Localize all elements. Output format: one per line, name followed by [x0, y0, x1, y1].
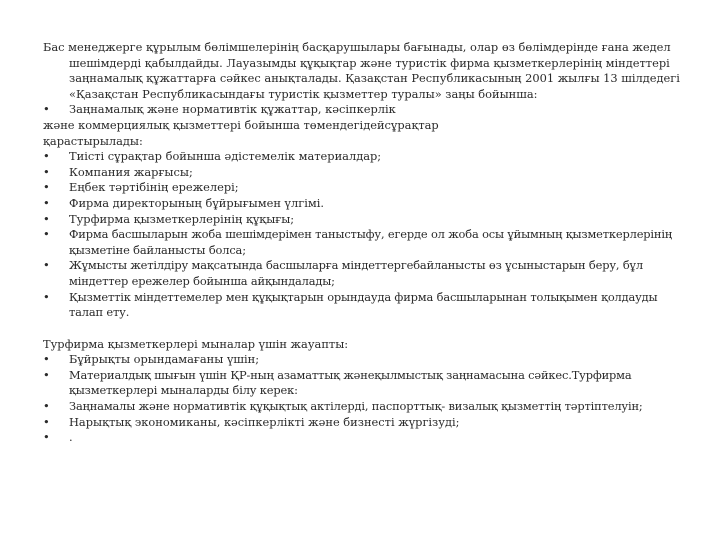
list-item [43, 165, 683, 181]
bullet-icon: • [43, 227, 50, 242]
bullet-icon: • [43, 149, 50, 164]
bullet-icon: • [43, 399, 50, 414]
list-item [43, 352, 683, 368]
document-page [43, 40, 683, 446]
spacer [43, 321, 683, 337]
bullet-icon: • [43, 195, 50, 210]
list-item [43, 227, 683, 258]
paragraph-line: және коммерциялық қызметтері бойынша төмендегідейсұрақтар [43, 117, 439, 132]
list-item-text: Фирма басшыларын жоба шешімдерімен таныстыфу, егерде ол жоба осы ұйымның қызметкерлерінің қызметіне байланысты болса; [69, 227, 673, 257]
list-item [43, 415, 683, 431]
list-item-text: Қызметтік міндеттемелер мен құқықтарын орындауда фирма басшыларынан толықымен қолдауды талап ету. [69, 289, 658, 320]
bullet-icon: • [43, 414, 50, 429]
list-item-text: Нарықтық экономиканы, кәсіпкерлікті және бизнесті жүргізуді; [69, 414, 460, 429]
bullet-icon: • [43, 289, 50, 304]
list-item [43, 290, 683, 321]
bullet-icon: • [43, 180, 50, 195]
list-item-text: Бұйрықты орындамағаны үшін; [69, 352, 260, 367]
list-item [43, 102, 683, 118]
list-item-text: Материалдық шығын үшін ҚР-ның азаматтық жәнеқылмыстық заңнамасына сәйкес.Турфирма қызметкерлері мыналарды білу керек: [69, 367, 632, 398]
list-item-text: Компания жарғысы; [69, 164, 193, 179]
list-item-text: Жұмысты жетілдіру мақсатында басшыларға міндеттергебайланысты өз ұсыныстарын беру, бұл міндеттер ережелер бойынша айқындалады; [69, 258, 643, 288]
list-item-text: . [69, 430, 73, 445]
list-item [43, 180, 683, 196]
bullet-icon: • [43, 352, 50, 367]
list-item-text: Фирма директорының бұйрығымен үлгімі. [69, 195, 324, 210]
list-item [43, 149, 683, 165]
list-item [43, 196, 683, 212]
list-item [43, 212, 683, 228]
bullet-icon: • [43, 164, 50, 179]
bullet-icon: • [43, 367, 50, 382]
bullet-icon: • [43, 102, 50, 117]
intro-paragraph: Бас менеджерге құрылым бөлімшелерінің басқарушылары бағынады, олар өз бөлімдерінде ғана жедел шешімдерді қабылдайды. Лауазымды құқықтар және туристік фирма қызметкерлерінің міндеттері заңнамалық құжаттарға сәйкес анықталады. Қазақстан Республикасының 2001 жылғы 13 шілдедегі «Қазақстан Республикасындағы туристік қызметтер туралы» заңы бойынша: [43, 40, 680, 101]
list-item-text: Заңнамалық және нормативтік құжаттар, кәсіпкерлік [69, 102, 396, 117]
bullet-icon: • [43, 211, 50, 226]
paragraph-line: қарастырылады: [43, 133, 143, 148]
section-heading: Турфирма қызметкерлері мыналар үшін жауапты: [43, 336, 349, 351]
bullet-icon: • [43, 430, 50, 445]
list-item-text: Тиісті сұрақтар бойынша әдістемелік материалдар; [69, 149, 382, 164]
list-item [43, 368, 683, 399]
list-item-text: Турфирма қызметкерлерінің құқығы; [69, 211, 295, 226]
bullet-icon: • [43, 258, 50, 273]
list-item [43, 258, 683, 289]
list-item [43, 430, 683, 446]
list-item [43, 399, 683, 415]
list-item-text: Еңбек тәртібінің ережелері; [69, 180, 239, 195]
list-item-text: Заңнамалы және нормативтік құқықтық актілерді, паспорттық- визалық қызметтің тәртіптелуін; [69, 399, 643, 414]
